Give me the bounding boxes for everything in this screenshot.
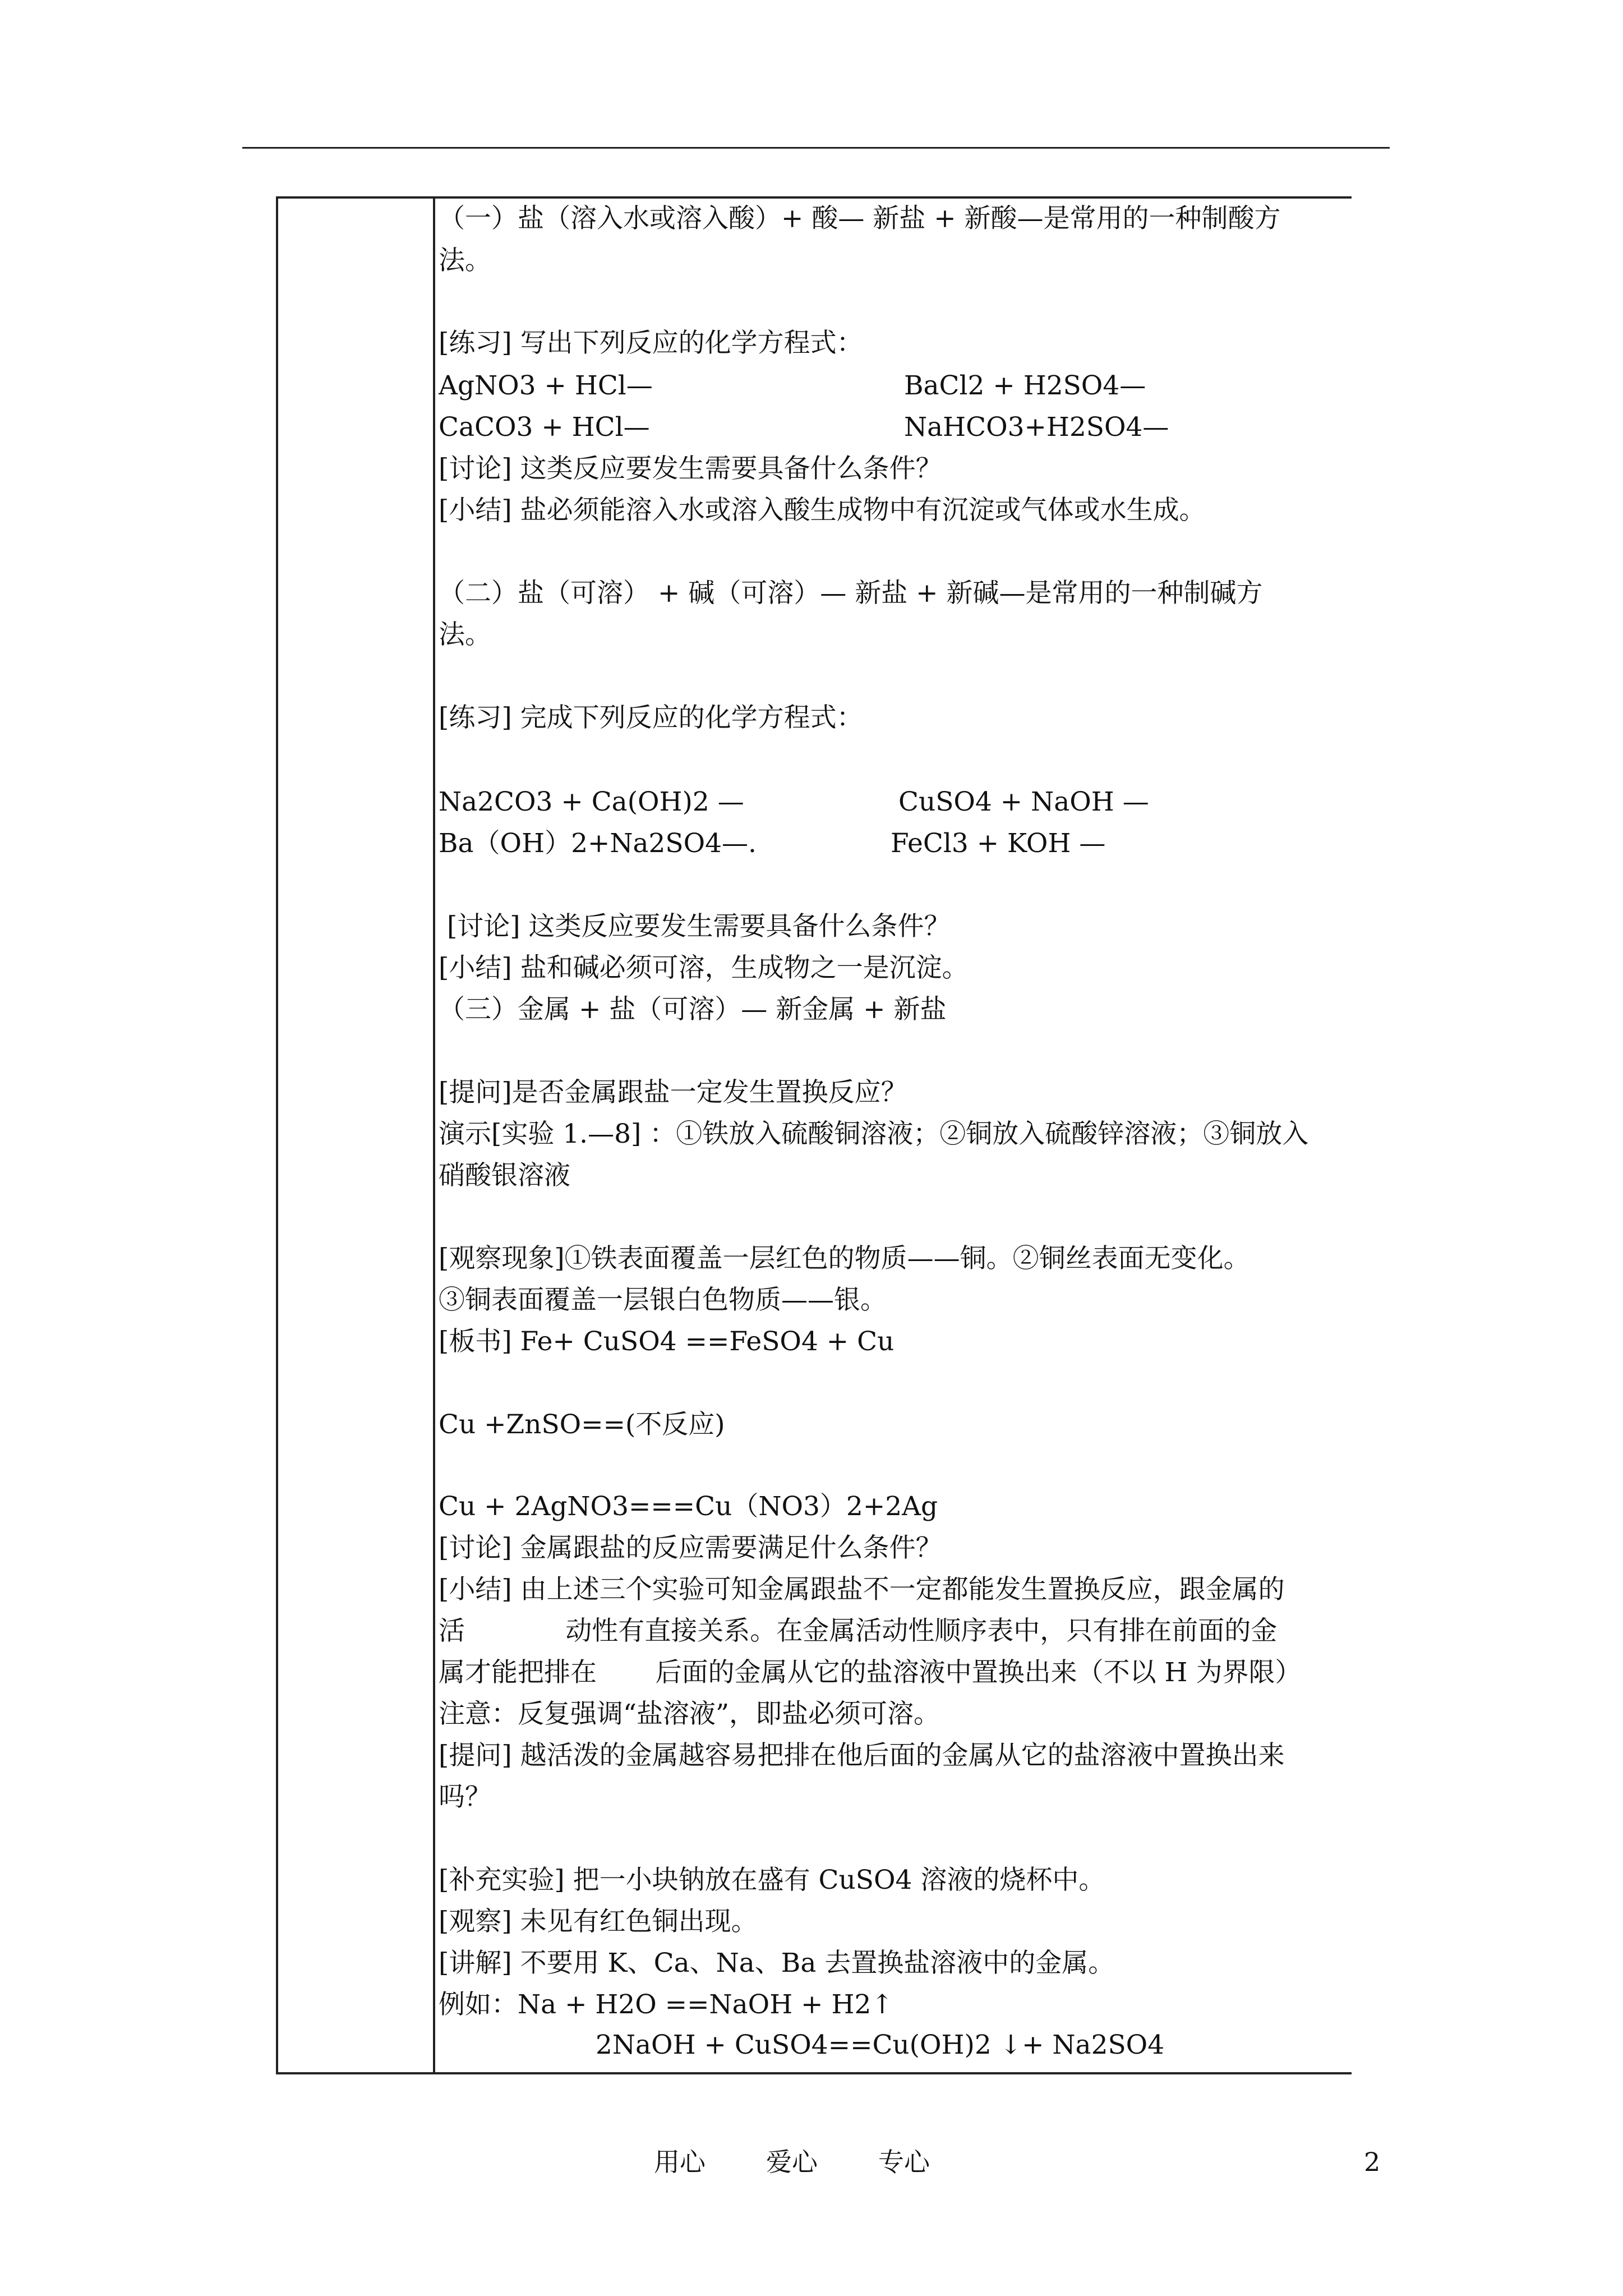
text-line: [补充实验] 把一小块钠放在盛有 CuSO4 溶液的烧杯中。 (439, 1865, 1105, 1895)
page-number: 2 (1364, 2147, 1381, 2177)
text-line: [讲解] 不要用 K、Ca、Na、Ba 去置换盐溶液中的金属。 (439, 1948, 1115, 1978)
footer-text: 专心 (878, 2147, 930, 2177)
text-line: [提问] 越活泼的金属越容易把排在他后面的金属从它的盐溶液中置换出来 (439, 1740, 1285, 1771)
text-line: （一）盐（溶入水或溶入酸）+ 酸— 新盐 + 新酸—是常用的一种制酸方 (439, 203, 1281, 234)
text-line: 属才能把排在 后面的金属从它的盐溶液中置换出来（不以 H 为界限） (439, 1657, 1302, 1688)
header-rule (242, 147, 1390, 149)
text-line: [板书] Fe+ CuSO4 ==FeSO4 + Cu (439, 1326, 895, 1357)
text-line: 演示[实验 1.—8] ：①铁放入硫酸铜溶液；②铜放入硫酸锌溶液；③铜放入 (439, 1119, 1309, 1149)
text-line: [练习] 完成下列反应的化学方程式： (439, 702, 863, 733)
text-line: [小结] 盐和碱必须可溶，生成物之一是沉淀。 (439, 953, 969, 983)
text-line: （三）金属 + 盐（可溶）— 新金属 + 新盐 (439, 994, 947, 1025)
equation-left: Ba（OH）2+Na2SO4—. (439, 828, 757, 859)
equation-left: Na2CO3 + Ca(OH)2 — (439, 786, 744, 817)
text-line: 活 动性有直接关系。在金属活动性顺序表中，只有排在前面的金 (439, 1616, 1278, 1646)
footer-text: 爱心 (766, 2147, 818, 2177)
text-line: 硝酸银溶液 (439, 1160, 570, 1191)
footer-text: 用心 (654, 2147, 706, 2177)
text-line: 2NaOH + CuSO4==Cu(OH)2 ↓+ Na2SO4 (596, 2030, 1165, 2060)
text-line: [讨论] 这类反应要发生需要具备什么条件？ (439, 453, 942, 484)
text-line: 注意：反复强调“盐溶液”，即盐必须可溶。 (439, 1699, 940, 1729)
equation-left: AgNO3 + HCl— (439, 370, 653, 401)
text-line: [观察现象]①铁表面覆盖一层红色的物质——铜。②铜丝表面无变化。 (439, 1243, 1250, 1274)
text-line: Cu + 2AgNO3===Cu（NO3）2+2Ag (439, 1491, 938, 1522)
text-line: [练习] 写出下列反应的化学方程式： (439, 328, 863, 358)
text-line: [讨论] 金属跟盐的反应需要满足什么条件？ (439, 1533, 942, 1563)
equation-right: NaHCO3+H2SO4— (904, 412, 1169, 443)
text-line: （二）盐（可溶） + 碱（可溶）— 新盐 + 新碱—是常用的一种制碱方 (439, 578, 1263, 609)
equation-right: BaCl2 + H2SO4— (904, 370, 1146, 401)
table-column-divider (433, 196, 435, 2074)
text-line: 吗？ (439, 1782, 491, 1812)
text-line: Cu +ZnSO==(不反应) (439, 1409, 725, 1440)
text-line: 例如：Na + H2O ==NaOH + H2↑ (439, 1989, 893, 2020)
lesson-content (439, 197, 1352, 2065)
text-line: 法。 (439, 245, 491, 276)
equation-left: CaCO3 + HCl— (439, 412, 650, 443)
text-line: [观察] 未见有红色铜出现。 (439, 1906, 758, 1937)
equation-right: FeCl3 + KOH — (891, 828, 1106, 859)
text-line: [小结] 盐必须能溶入水或溶入酸生成物中有沉淀或气体或水生成。 (439, 495, 1206, 526)
text-line: [讨论] 这类反应要发生需要具备什么条件？ (439, 911, 951, 942)
text-line: [小结] 由上述三个实验可知金属跟盐不一定都能发生置换反应，跟金属的 (439, 1574, 1285, 1605)
text-line: ③铜表面覆盖一层银白色物质——银。 (439, 1285, 887, 1315)
text-line: [提问]是否金属跟盐一定发生置换反应？ (439, 1077, 907, 1108)
equation-right: CuSO4 + NaOH — (898, 786, 1149, 817)
text-line: 法。 (439, 619, 491, 650)
